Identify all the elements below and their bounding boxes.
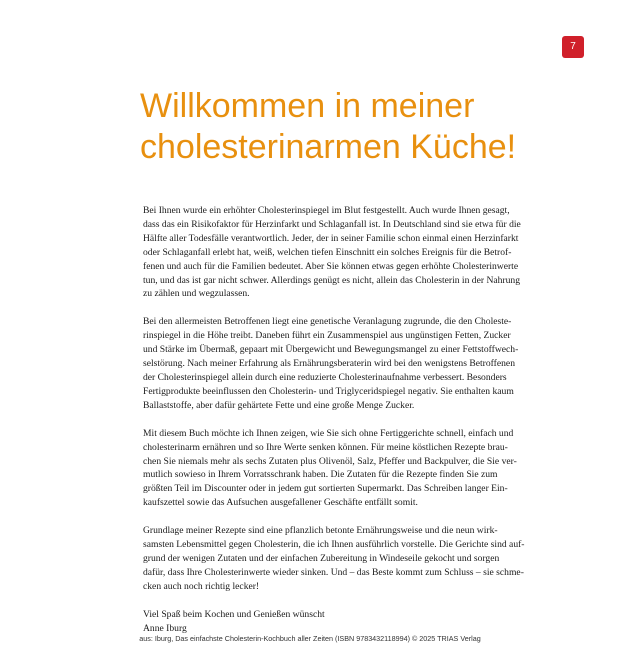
text-line: chen Sie niemals mehr als sechs Zutaten plus Olivenöl, Salz, Pfeffer und Backpulver, die Sie ver-: [143, 455, 517, 467]
text-line: Hälfte aller Todesfälle verantwortlich. Jeder, der in seiner Familie schon einmal einen Herzinfarkt: [143, 232, 519, 244]
signoff-greeting: Viel Spaß beim Kochen und Genießen wünscht: [143, 608, 325, 620]
text-line: kaufszettel sowie das Aufsuchen ausgefallener Geschäfte entfällt somit.: [143, 497, 418, 509]
text-line: Ballaststoffe, aber dafür gehärtete Fette und eine große Menge Zucker.: [143, 399, 415, 411]
text-line: größten Teil im Discounter oder in jedem gut sortierten Supermarkt. Das Schreiben langer Ein-: [143, 483, 508, 495]
text-line: der Cholesterinspiegel allein durch eine reduzierte Cholesterinaufnahme verbessert. Besonders: [143, 371, 507, 383]
signoff: [143, 608, 553, 636]
paragraph-2: [143, 315, 553, 412]
signoff-author: Anne Iburg: [143, 622, 187, 634]
text-line: fenen und auch für die Familien bedeutet. Aber Sie können etwas gegen erhöhte Cholesterinwerte: [143, 260, 519, 272]
text-line: oder Schlaganfall erlebt hat, weiß, welchen tiefen Einschnitt ein solches Ereignis für die Betrof-: [143, 246, 512, 258]
page-number-badge: 7: [562, 36, 584, 58]
text-line: Fertigprodukte beeinflussen den Cholesterin- und Triglyceridspiegel negativ. Sie enthalten kaum: [143, 385, 514, 397]
text-line: cholesterinarm ernähren und so Ihre Werte senken können. Für meine köstlichen Rezepte brau-: [143, 441, 508, 453]
text-line: mutlich sowieso in Ihrem Vorratsschrank haben. Die Zutaten für die Rezepte finden Sie zum: [143, 469, 498, 481]
text-line: cken auch noch richtig lecker!: [143, 580, 260, 592]
text-line: tun, und das ist gar nicht schwer. Allerdings genügt es nicht, allein das Cholesterin in der Nahrung: [143, 274, 521, 286]
text-line: selstörung. Nach meiner Erfahrung als Ernährungsberaterin wird bei den wenigstens Betroffenen: [143, 358, 515, 370]
text-line: Grundlage meiner Rezepte sind eine pflanzlich betonte Ernährungsweise und die neun wirk-: [143, 525, 498, 537]
body-text: [143, 204, 553, 635]
text-line: Bei Ihnen wurde ein erhöhter Cholesterinspiegel im Blut festgestellt. Auch wurde Ihnen gesagt,: [143, 205, 510, 216]
page-title: [140, 86, 580, 168]
source-footer: aus: Iburg, Das einfachste Cholesterin-Kochbuch aller Zeiten (ISBN 9783432118994) © 2025 TRIAS Verlag: [139, 634, 481, 643]
text-line: zu zählen und wegzulassen.: [143, 288, 250, 300]
text-line: dafür, dass Ihre Cholesterinwerte wieder sinken. Und – das Beste kommt zum Schluss – sie schme-: [143, 566, 524, 578]
paragraph-1: [143, 204, 553, 301]
text-line: Mit diesem Buch möchte ich Ihnen zeigen, wie Sie sich ohne Fertiggerichte schnell, einfach und: [143, 427, 514, 439]
text-line: und Stärke im Übermaß, gepaart mit Übergewicht und Bewegungsmangel zu einer Fettstoffwech-: [143, 344, 519, 356]
title-line-2: cholesterinarmen Küche!: [140, 128, 517, 166]
text-line: rinspiegel in die Höhe treibt. Daneben führt ein Zusammenspiel aus ungünstigen Fetten, Zucker: [143, 330, 511, 342]
text-line: samsten Lebensmittel gegen Cholesterin, die ich Ihnen ausführlich vorstelle. Die Gerichte sind auf-: [143, 539, 525, 551]
text-line: dass das ein Risikofaktor für Herzinfarkt und Schlaganfall ist. In Deutschland sind sie etwa für die: [143, 218, 521, 230]
paragraph-4: [143, 524, 553, 594]
paragraph-3: [143, 427, 553, 510]
text-line: grund der wenigen Zutaten und der einfachen Zubereitung in Windeseile gekocht und sorgen: [143, 552, 500, 564]
text-line: Bei den allermeisten Betroffenen liegt eine genetische Veranlagung zugrunde, die den Choleste-: [143, 316, 512, 328]
title-line-1: Willkommen in meiner: [140, 87, 475, 125]
